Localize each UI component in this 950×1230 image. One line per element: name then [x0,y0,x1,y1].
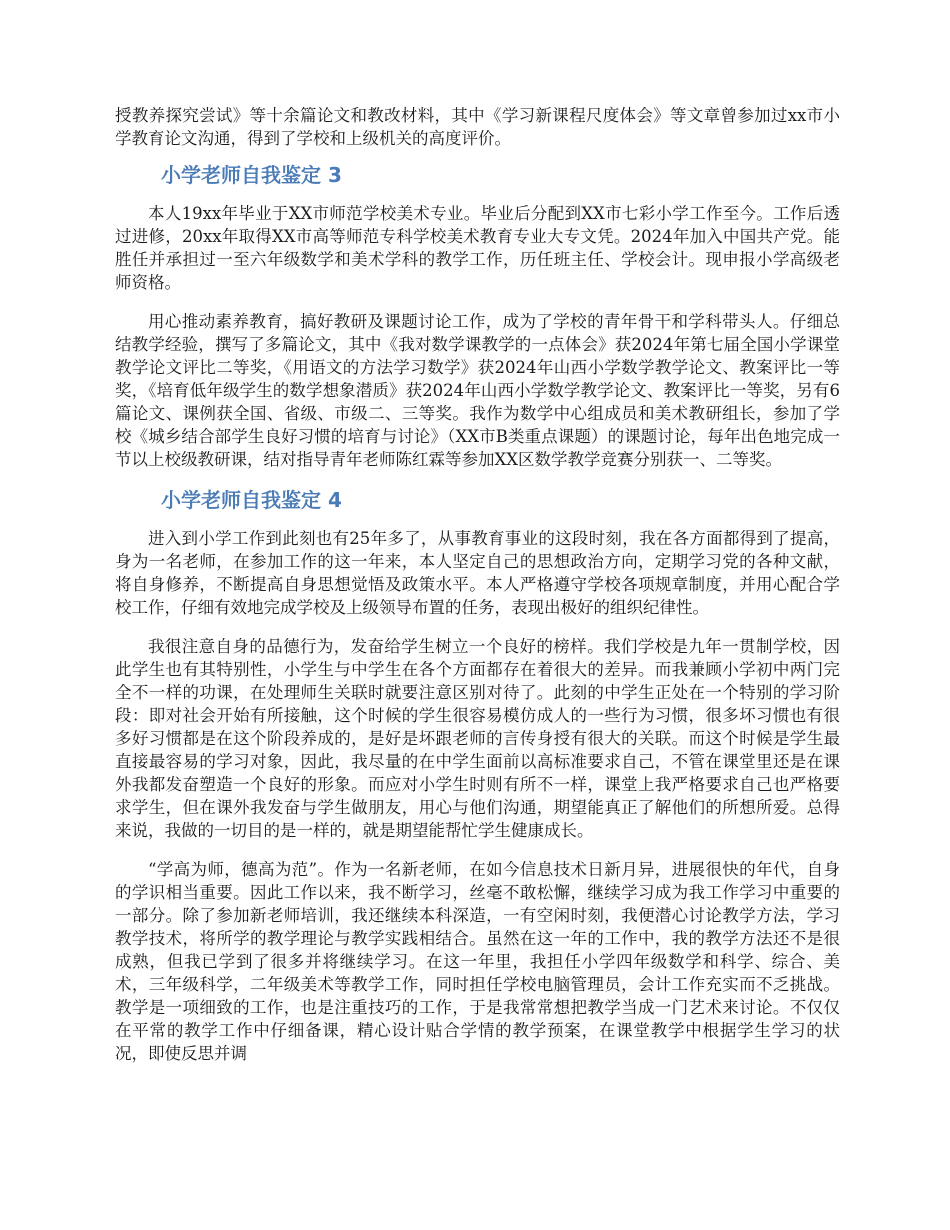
section-4-paragraph-3: “学高为师，德高为范”。作为一名新老师，在如今信息技术日新月异，进展很快的年代，自身的学识相当重要。因此工作以来，我不断学习，丝毫不敢松懈，继续学习成为我工作学习中重要的一部分。除了参加新老师培训，我还继续本科深造，一有空闲时刻，我便潜心讨论教学方法，学习教学技术，将所学的教学理论与教学实践相结合。虽然在这一年的工作中，我的教学方法还不是很成熟，但我已学到了很多并将继续学习。在这一年里，我担任小学四年级数学和科学、综合、美术，三年级科学，二年级美术等教学工作，同时担任学校电脑管理员，会计工作充实而不乏挑战。教学是一项细致的工作，也是注重技巧的工作，于是我常常想把教学当成一门艺术来讨论。不仅仅在平常的教学工作中仔细备课，精心设计贴合学情的教学预案，在课堂教学中根据学生学习的状况，即使反思并调 [115,860,840,1063]
section-3-heading: 小学老师自我鉴定 3 [161,163,342,187]
section-4-paragraph-1: 进入到小学工作到此刻也有25年多了，从事教育事业的这段时刻，我在各方面都得到了提高，身为一名老师，在参加工作的这一年来，本人坚定自己的思想政治方向，定期学习党的各种文献，将自身修养，不断提高自身思想觉悟及政策水平。本人严格遵守学校各项规章制度，并用心配合学校工作，仔细有效地完成学校及上级领导布置的任务，表现出极好的组织纪律性。 [115,529,840,617]
section-3-paragraph-2: 用心推动素养教育，搞好教研及课题讨论工作，成为了学校的青年骨干和学科带头人。仔细总结教学经验，撰写了多篇论文，其中《我对数学课教学的一点体会》获2024年第七届全国小学课堂教学论文评比二等奖，《用语文的方法学习数学》获2024年山西小学数学教学论文、教案评比一等奖，《培育低年级学生的数学想象潜质》获2024年山西小学数学教学论文、教案评比一等奖，另有6篇论文、课例获全国、省级、市级二、三等奖。我作为数学中心组成员和美术教研组长，参加了学校《城乡结合部学生良好习惯的培育与讨论》（XX市B类重点课题）的课题讨论，每年出色地完成一节以上校级教研课，结对指导青年老师陈红霖等参加XX区数学教学竞赛分别获一、二等奖。 [115,312,840,469]
document-page [115,104,840,1081]
section-4-paragraph-2: 我很注意自身的品德行为，发奋给学生树立一个良好的榜样。我们学校是九年一贯制学校，因此学生也有其特别性，小学生与中学生在各个方面都存在着很大的差异。而我兼顾小学初中两门完全不一样的功课，在处理师生关联时就要注意区别对待了。此刻的中学生正处在一个特别的学习阶段：即对社会开始有所接触，这个时候的学生很容易模仿成人的一些行为习惯，很多坏习惯也有很多好习惯都是在这个阶段养成的，是好是坏跟老师的言传身授有很大的关联。而这个时候是学生最直接最容易的学习对象，因此，我尽量的在中学生面前以高标准要求自己，不管在课堂里还是在课外我都发奋塑造一个良好的形象。而应对小学生时则有所不一样，课堂上我严格要求自己也严格要求学生，但在课外我发奋与学生做朋友，用心与他们沟通，期望能真正了解他们的所想所爱。总得来说，我做的一切目的是一样的，就是期望能帮忙学生健康成长。 [115,637,840,840]
section-4-heading: 小学老师自我鉴定 4 [161,488,342,512]
section-3-paragraph-1: 本人19xx年毕业于XX市师范学校美术专业。毕业后分配到XX市七彩小学工作至今。工作后透过进修，20xx年取得XX市高等师范专科学校美术教育专业大专文凭。2024年加入中国共产党。能胜任并承担过一至六年级数学和美术学科的教学工作，历任班主任、学校会计。现申报小学高级老师资格。 [115,204,840,292]
intro-paragraph: 授教养探究尝试》等十余篇论文和教改材料，其中《学习新课程尺度体会》等文章曾参加过xx市小学教育论文沟通，得到了学校和上级机关的高度评价。 [115,106,840,148]
